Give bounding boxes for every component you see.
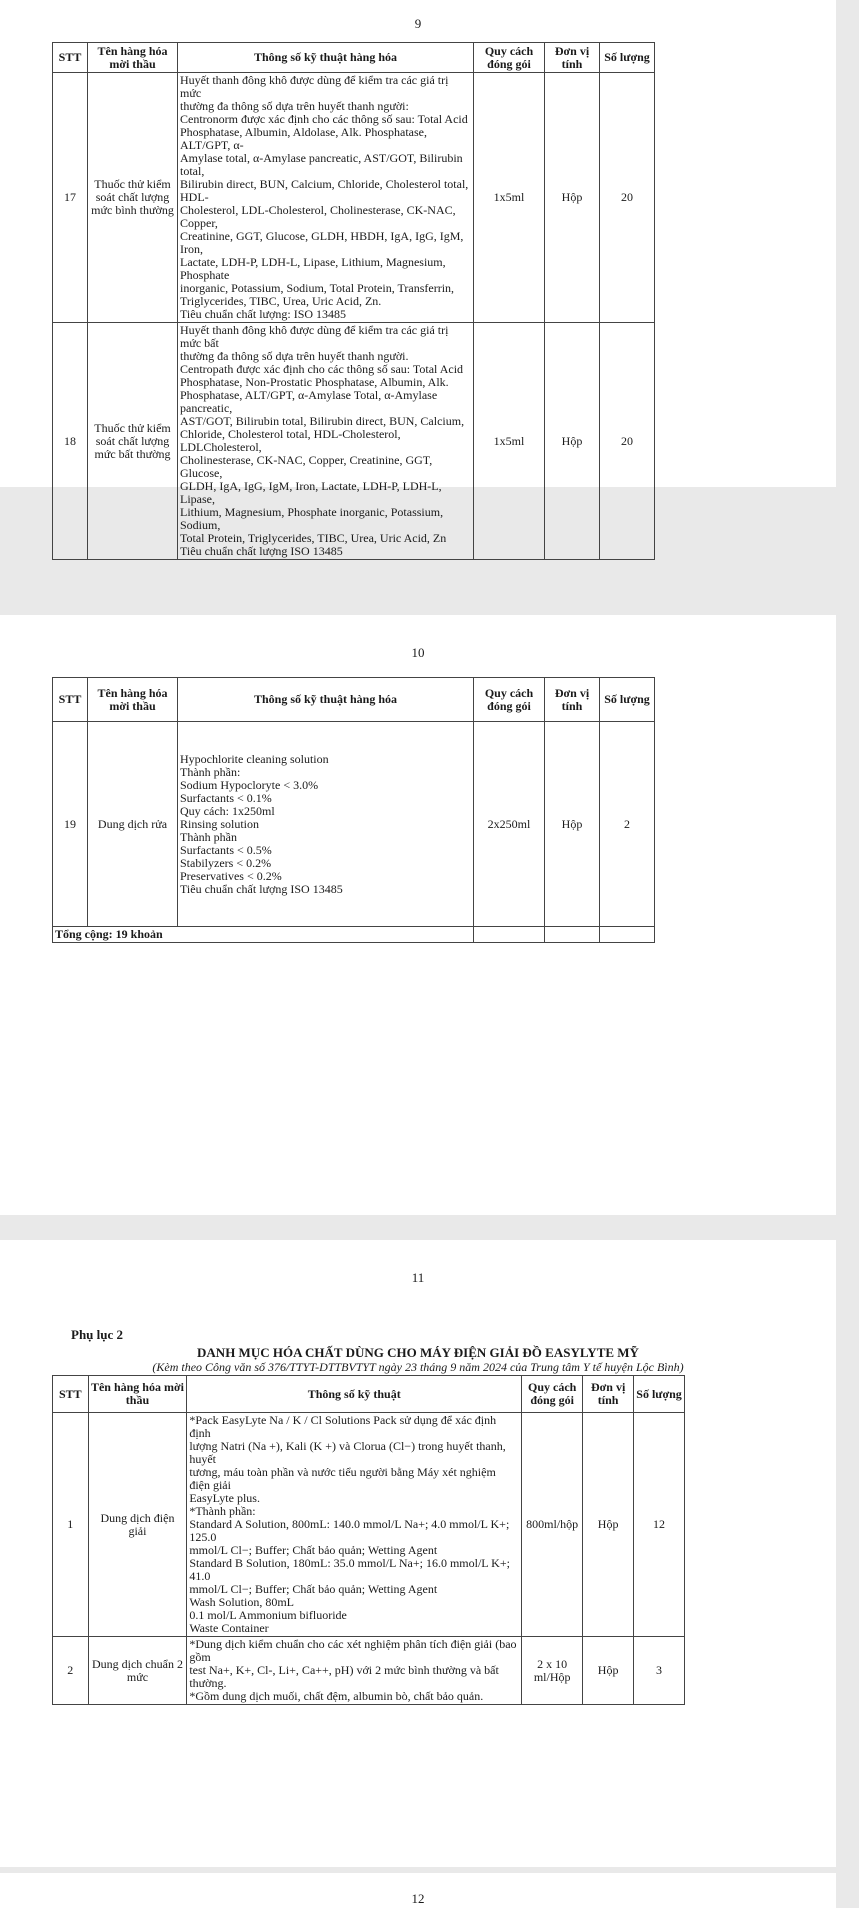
total-row bbox=[53, 927, 655, 943]
header-stt: STT bbox=[53, 1376, 89, 1413]
header-spec: Thông số kỹ thuật bbox=[187, 1376, 522, 1413]
spec-line: Lactate, LDH-P, LDH-L, Lipase, Lithium, Magnesium, Phosphate bbox=[180, 255, 446, 282]
row-stt: 1 bbox=[53, 1413, 89, 1637]
header-pack: Quy cách đóng gói bbox=[522, 1376, 583, 1413]
row-name: Thuốc thử kiểm soát chất lượng mức bất thường bbox=[88, 323, 178, 560]
spec-line: Waste Container bbox=[189, 1621, 269, 1635]
row-stt: 18 bbox=[53, 323, 88, 560]
header-pack: Quy cách đóng gói bbox=[474, 43, 545, 73]
row-name: Dung dịch điện giải bbox=[88, 1413, 187, 1637]
spec-line: Thành phần bbox=[180, 829, 237, 844]
header-pack: Quy cách đóng gói bbox=[474, 678, 545, 722]
row-name: Thuốc thử kiểm soát chất lượng mức bình thường bbox=[88, 73, 178, 323]
total-label: Tổng cộng: 19 khoản bbox=[53, 927, 474, 943]
spec-line: 0.1 mol/L Ammonium bifluoride bbox=[189, 1608, 347, 1622]
spec-line: *Thành phần: bbox=[189, 1504, 256, 1518]
header-unit: Đơn vị tính bbox=[583, 1376, 634, 1413]
page-11 bbox=[0, 1240, 836, 1867]
spec-line: *Gồm dung dịch muối, chất đệm, albumin bò, chất bảo quản. bbox=[189, 1689, 484, 1703]
header-unit: Đơn vị tính bbox=[545, 43, 600, 73]
table-header-row bbox=[53, 1376, 685, 1413]
row-name: Dung dịch chuẩn 2 mức bbox=[88, 1637, 187, 1705]
row-unit: Hộp bbox=[583, 1637, 634, 1705]
spec-line: mmol/L Cl−; Buffer; Chất bảo quản; Wetting Agent bbox=[189, 1582, 438, 1596]
scrollbar-track[interactable] bbox=[836, 0, 859, 1908]
items-table-page-9 bbox=[52, 42, 655, 560]
items-table-page-10 bbox=[52, 677, 655, 943]
document-title: DANH MỤC HÓA CHẤT DÙNG CHO MÁY ĐIỆN GIẢI ĐỒ EASYLYTE MỸ bbox=[197, 1345, 639, 1360]
spec-line: Wash Solution, 80mL bbox=[189, 1595, 295, 1609]
spec-line: thường đa thông số dựa trên huyết thanh người. bbox=[180, 349, 409, 363]
header-name: Tên hàng hóa mời thầu bbox=[88, 43, 178, 73]
row-spec bbox=[187, 1637, 522, 1705]
header-qty: Số lượng bbox=[600, 678, 655, 722]
document-subtitle: (Kèm theo Công văn số 376/TTYT-DTTBVTYT ngày 23 tháng 9 năm 2024 của Trung tâm Y tế huyện Lộc Bình) bbox=[152, 1360, 684, 1374]
total-empty-cell bbox=[600, 927, 655, 943]
spec-line: Creatinine, GGT, Glucose, GLDH, HBDH, IgA, IgG, IgM, Iron, bbox=[180, 229, 464, 256]
row-unit: Hộp bbox=[545, 722, 600, 927]
table-header-row bbox=[53, 678, 655, 722]
table-header-row bbox=[53, 43, 655, 73]
spec-line: Amylase total, α-Amylase pancreatic, AST/GOT, Bilirubin total, bbox=[180, 151, 463, 178]
spec-line: Triglycerides, TIBC, Urea, Uric Acid, Zn. bbox=[180, 294, 382, 308]
spec-line: mmol/L Cl−; Buffer; Chất bảo quản; Wetting Agent bbox=[189, 1543, 438, 1557]
row-pack: 2 x 10 ml/Hộp bbox=[522, 1637, 583, 1705]
spec-line: Phosphatase, Non-Prostatic Phosphatase, Albumin, Alk. bbox=[180, 375, 449, 389]
header-unit: Đơn vị tính bbox=[545, 678, 600, 722]
spec-line: Tiêu chuẩn chất lượng ISO 13485 bbox=[180, 544, 343, 558]
spec-line: Phosphatase, Albumin, Aldolase, Alk. Phosphatase, ALT/GPT, α- bbox=[180, 125, 427, 152]
spec-line: Centronorm được xác định cho các thông số sau: Total Acid bbox=[180, 112, 468, 126]
spec-line: Huyết thanh đông khô được dùng để kiểm tra các giá trị mức bất bbox=[180, 323, 449, 350]
row-name: Dung dịch rửa bbox=[88, 722, 178, 927]
spec-line: thường đa thông số dựa trên huyết thanh người: bbox=[180, 99, 409, 113]
spec-line: Surfactants < 0.5% bbox=[180, 842, 272, 857]
items-table-page-11 bbox=[52, 1375, 685, 1705]
spec-line: Thành phần: bbox=[180, 764, 241, 779]
header-qty: Số lượng bbox=[600, 43, 655, 73]
spec-line: Sodium Hypocloryte < 3.0% bbox=[180, 777, 319, 792]
annex-label: Phụ lục 2 bbox=[71, 1327, 124, 1342]
spec-line: Bilirubin direct, BUN, Calcium, Chloride, Cholesterol total, HDL- bbox=[180, 177, 469, 204]
row-pack: 1x5ml bbox=[474, 323, 545, 560]
spec-line: test Na+, K+, Cl-, Li+, Ca++, pH) với 2 mức bình thường và bất thường. bbox=[189, 1663, 499, 1690]
row-unit: Hộp bbox=[545, 323, 600, 560]
header-name: Tên hàng hóa mời thầu bbox=[88, 678, 178, 722]
table-row bbox=[53, 73, 655, 323]
row-stt: 2 bbox=[53, 1637, 89, 1705]
spec-line: AST/GOT, Bilirubin total, Bilirubin direct, BUN, Calcium, bbox=[180, 414, 465, 428]
row-spec bbox=[178, 323, 474, 560]
spec-line: *Dung dịch kiểm chuẩn cho các xét nghiệm phân tích điện giải (bao gồm bbox=[189, 1637, 517, 1664]
spec-line: Phosphatase, ALT/GPT, α-Amylase Total, α-Amylase pancreatic, bbox=[180, 388, 438, 415]
total-empty-cell bbox=[545, 927, 600, 943]
header-qty: Số lượng bbox=[634, 1376, 685, 1413]
spec-line: EasyLyte plus. bbox=[189, 1491, 260, 1505]
page-10 bbox=[0, 615, 836, 1215]
spec-line: Standard B Solution, 180mL: 35.0 mmol/L Na+; 16.0 mmol/L K+; 41.0 bbox=[189, 1556, 510, 1583]
spec-line: inorganic, Potassium, Sodium, Total Protein, Transferrin, bbox=[180, 281, 455, 295]
page-number: 10 bbox=[411, 645, 425, 660]
spec-line: Tiêu chuẩn chất lượng: ISO 13485 bbox=[180, 307, 347, 321]
spec-line: Tiêu chuẩn chất lượng ISO 13485 bbox=[180, 881, 343, 896]
row-spec bbox=[178, 722, 474, 927]
row-unit: Hộp bbox=[545, 73, 600, 323]
spec-line: Hypochlorite cleaning solution bbox=[180, 751, 329, 766]
table-row bbox=[53, 323, 655, 560]
page-12 bbox=[0, 1873, 836, 1908]
spec-line: Stabilyzers < 0.2% bbox=[180, 855, 272, 870]
spec-line: Cholesterol, LDL-Cholesterol, Cholinesterase, CK-NAC, Copper, bbox=[180, 203, 456, 230]
spec-line: Chloride, Cholesterol total, HDL-Cholesterol, LDLCholesterol, bbox=[180, 427, 401, 454]
spec-line: Rinsing solution bbox=[180, 816, 260, 831]
spec-line: GLDH, IgA, IgG, IgM, Iron, Lactate, LDH-P, LDH-L, Lipase, bbox=[180, 479, 442, 506]
spec-line: Huyết thanh đông khô được dùng để kiểm tra các giá trị mức bbox=[180, 73, 449, 100]
header-stt: STT bbox=[53, 678, 88, 722]
page-number: 12 bbox=[411, 1891, 425, 1906]
row-qty: 20 bbox=[600, 73, 655, 323]
spec-line: *Pack EasyLyte Na / K / Cl Solutions Pack sử dụng để xác định định bbox=[189, 1413, 497, 1440]
header-spec: Thông số kỹ thuật hàng hóa bbox=[178, 678, 474, 722]
spec-line: Surfactants < 0.1% bbox=[180, 790, 272, 805]
spec-line: lượng Natri (Na +), Kali (K +) và Clorua (Cl−) trong huyết thanh, huyết bbox=[189, 1439, 506, 1466]
spec-line: Cholinesterase, CK-NAC, Copper, Creatinine, GGT, Glucose, bbox=[180, 453, 433, 480]
row-pack: 800ml/hộp bbox=[522, 1413, 583, 1637]
row-qty: 3 bbox=[634, 1637, 685, 1705]
header-name: Tên hàng hóa mời thầu bbox=[88, 1376, 187, 1413]
table-row bbox=[53, 1637, 685, 1705]
header-spec: Thông số kỹ thuật hàng hóa bbox=[178, 43, 474, 73]
spec-line: Preservatives < 0.2% bbox=[180, 868, 282, 883]
header-stt: STT bbox=[53, 43, 88, 73]
spec-line: Quy cách: 1x250ml bbox=[180, 803, 275, 818]
row-stt: 19 bbox=[53, 722, 88, 927]
table-row bbox=[53, 1413, 685, 1637]
row-stt: 17 bbox=[53, 73, 88, 323]
total-empty-cell bbox=[474, 927, 545, 943]
page-number: 11 bbox=[411, 1270, 425, 1285]
page-number: 9 bbox=[414, 16, 422, 31]
row-pack: 1x5ml bbox=[474, 73, 545, 323]
page-9 bbox=[0, 0, 836, 558]
spec-line: Standard A Solution, 800mL: 140.0 mmol/L Na+; 4.0 mmol/L K+; 125.0 bbox=[189, 1517, 510, 1544]
row-unit: Hộp bbox=[583, 1413, 634, 1637]
row-spec bbox=[187, 1413, 522, 1637]
row-spec bbox=[178, 73, 474, 323]
spec-line: Lithium, Magnesium, Phosphate inorganic, Potassium, Sodium, bbox=[180, 505, 444, 532]
row-qty: 2 bbox=[600, 722, 655, 927]
spec-line: Centropath được xác định cho các thông số sau: Total Acid bbox=[180, 362, 464, 376]
spec-line: Total Protein, Triglycerides, TIBC, Urea, Uric Acid, Zn bbox=[180, 531, 447, 545]
row-pack: 2x250ml bbox=[474, 722, 545, 927]
row-qty: 20 bbox=[600, 323, 655, 560]
row-qty: 12 bbox=[634, 1413, 685, 1637]
table-row bbox=[53, 722, 655, 927]
spec-line: tương, máu toàn phần và nước tiểu người bằng Máy xét nghiệm điện giải bbox=[189, 1465, 496, 1492]
